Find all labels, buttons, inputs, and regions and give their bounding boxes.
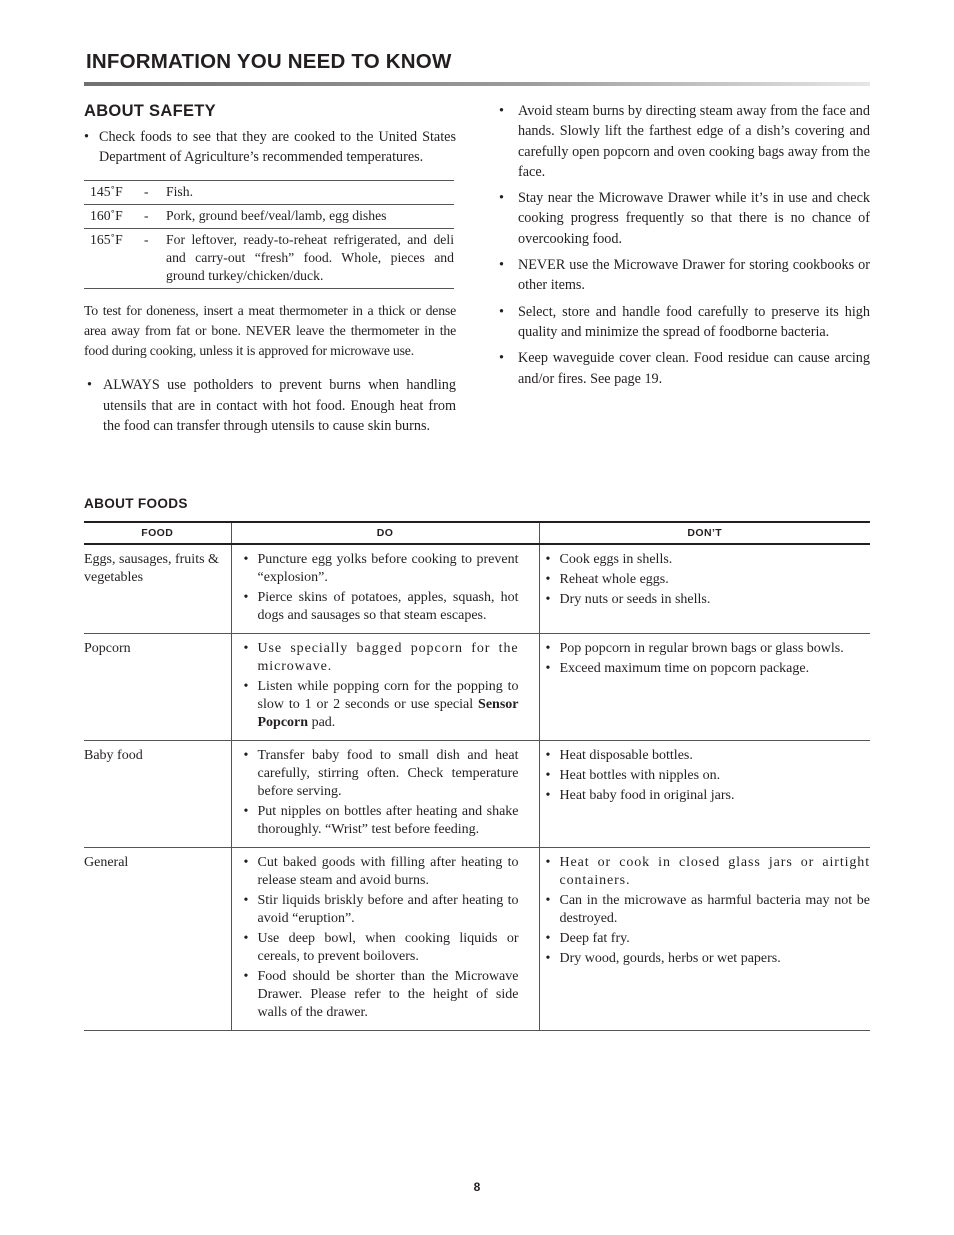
bullet-glyph: • [243,590,249,605]
do-item [244,930,519,966]
dont-item-text: Deep fat fry. [559,931,630,946]
table-row [84,544,870,634]
dont-item [546,767,871,785]
do-item-text: Cut baked goods with filling after heating to release steam and avoid burns. [257,855,519,888]
bullet-glyph: • [499,257,504,274]
dont-item-text: Can in the microwave as harmful bacteria may not be destroyed. [559,893,870,926]
do-item [244,589,519,625]
bullet-glyph: • [545,661,551,676]
bullet-glyph: • [243,804,249,819]
food-cell: Eggs, sausages, fruits & vegetables [84,544,231,634]
do-item [244,640,519,676]
bullet-glyph: • [243,931,249,946]
safety-right-bullet-text: Stay near the Microwave Drawer while it’s in use and check cooking progress frequently so that there is no chance of overcooking food. [518,190,870,247]
do-cell [231,544,539,634]
bullet-glyph: • [243,969,249,984]
bullet-glyph: • [243,552,249,567]
bullet-glyph: • [87,377,92,394]
safety-heading: ABOUT SAFETY [84,102,216,120]
foods-heading: ABOUT FOODS [84,496,188,511]
do-item-text: Puncture egg yolks before cooking to prevent “explosion”. [257,552,519,585]
safety-right-bullet [496,101,870,182]
do-cell [231,848,539,1031]
do-item [244,892,519,928]
bullet-glyph: • [545,951,551,966]
temperature-value: 160˚F [90,207,123,223]
bullet-glyph: • [243,679,249,694]
column-header-dont: DON’T [539,522,870,544]
temperature-dash: - [144,231,149,247]
temperature-description: Fish. [166,183,194,199]
safety-left-column [84,102,456,436]
table-row [84,741,870,848]
bullet-glyph: • [84,129,89,145]
bullet-glyph: • [545,572,551,587]
do-item [244,854,519,890]
title-rule [84,82,870,86]
dont-item [546,660,871,678]
dont-item [546,854,871,890]
safety-intro-bullet [84,127,456,168]
dont-item-text: Exceed maximum time on popcorn package. [559,661,810,676]
foods-header-row [84,522,870,544]
dont-item-text: Cook eggs in shells. [559,552,673,567]
temperature-description: For leftover, ready-to-reheat refrigerated, and deli and carry-out “fresh” food. Whole, pieces and ground turkey/chicken/duck. [166,231,454,283]
safety-right-column [496,101,870,389]
bullet-glyph: • [545,768,551,783]
foods-table [84,521,870,1031]
safety-right-bullet [496,302,870,343]
food-cell: Popcorn [84,634,231,741]
safety-right-bullet-text: Avoid steam burns by directing steam away from the face and hands. Slowly lift the farthest edge of a dish’s covering and carefully open popcorn and oven cooking bags away from the face. [518,103,870,180]
bullet-glyph: • [545,855,552,870]
bullet-glyph: • [243,855,249,870]
safety-right-bullet [496,348,870,389]
column-header-do: DO [231,522,539,544]
dont-item [546,551,871,569]
dont-cell [539,741,870,848]
dont-item [546,591,871,609]
do-cell [231,741,539,848]
safety-right-bullet-text: Keep waveguide cover clean. Food residue can cause arcing and/or fires. See page 19. [518,350,870,387]
temperature-value: 145˚F [90,183,123,199]
dont-item-text: Heat bottles with nipples on. [559,768,721,783]
temperature-row [84,228,454,288]
dont-item [546,640,871,658]
bullet-glyph: • [545,592,551,607]
page-number: 8 [473,1180,481,1194]
dont-item-text: Reheat whole eggs. [559,572,669,587]
dont-cell [539,848,870,1031]
safety-right-bullet-text: NEVER use the Microwave Drawer for storing cookbooks or other items. [518,257,870,294]
safety-left-bullet [84,375,456,436]
temperature-dash: - [144,183,149,199]
bullet-glyph: • [545,893,551,908]
do-item-text: Listen while popping corn for the popping to slow to 1 or 2 seconds or use special [257,679,519,712]
food-cell: General [84,848,231,1031]
do-item-text: Use deep bowl, when cooking liquids or cereals, to prevent boilovers. [257,931,519,964]
safety-left-bullet-text: ALWAYS use potholders to prevent burns when handling utensils that are in contact with hot food. Enough heat from the food can transfer through utensils to cause skin burns. [103,377,456,435]
do-item-text: Food should be shorter than the Microwave Drawer. Please refer to the height of side walls of the drawer. [257,969,519,1020]
sensor-popcorn-label: Sensor Popcorn [257,697,519,730]
temperature-description: Pork, ground beef/veal/lamb, egg dishes [166,207,387,223]
bullet-glyph: • [243,893,249,908]
temperature-table [84,180,454,289]
table-row [84,634,870,741]
dont-cell [539,544,870,634]
dont-item-text: Dry wood, gourds, herbs or wet papers. [559,951,781,966]
bullet-glyph: • [499,190,504,207]
do-item [244,747,519,801]
dont-item-text: Dry nuts or seeds in shells. [559,592,711,607]
dont-item [546,571,871,589]
safety-right-bullet [496,255,870,296]
dont-item [546,892,871,928]
dont-cell [539,634,870,741]
do-item-text: Transfer baby food to small dish and heat carefully, stirring often. Check temperature before serving. [257,748,519,799]
dont-item [546,787,871,805]
dont-item [546,950,871,968]
food-cell: Baby food [84,741,231,848]
dont-item [546,930,871,948]
bullet-glyph: • [545,788,551,803]
bullet-glyph: • [243,641,250,656]
temperature-dash: - [144,207,149,223]
bullet-glyph: • [545,641,551,656]
bullet-glyph: • [499,350,504,367]
bullet-glyph: • [499,303,504,320]
do-item [244,803,519,839]
safety-intro-text: Check foods to see that they are cooked to the United States Department of Agriculture’s recommended temperatures. [99,129,456,166]
dont-item-text: Heat baby food in original jars. [559,788,735,803]
safety-right-bullet-text: Select, store and handle food carefully to preserve its high quality and minimize the spread of foodborne bacteria. [518,303,870,340]
bullet-glyph: • [545,552,551,567]
do-cell [231,634,539,741]
bullet-glyph: • [545,931,551,946]
doneness-paragraph: To test for doneness, insert a meat thermometer in a thick or dense area away from fat or bone. NEVER leave the thermometer in the food during cooking, unless it is approved for microwave use. [84,302,456,359]
table-row [84,848,870,1031]
do-item [244,551,519,587]
do-item-text: Put nipples on bottles after heating and shake thoroughly. “Wrist” test before feeding. [257,804,519,837]
temperature-value: 165˚F [90,231,123,247]
dont-item-text: Pop popcorn in regular brown bags or glass bowls. [559,641,844,656]
dont-item [546,747,871,765]
do-item-text: Pierce skins of potatoes, apples, squash, hot dogs and sausages so that steam escapes. [257,590,519,623]
bullet-glyph: • [499,103,504,119]
do-item-text: Stir liquids briskly before and after heating to avoid “eruption”. [257,893,519,926]
do-item-text-after: pad. [308,715,336,730]
page-title: INFORMATION YOU NEED TO KNOW [86,50,452,73]
temperature-row [84,204,454,228]
bullet-glyph: • [243,748,249,763]
temperature-row [84,180,454,204]
do-item [244,968,519,1022]
do-item-text: Use specially bagged popcorn for the microwave. [257,641,519,674]
do-item [244,678,519,732]
dont-item-text: Heat or cook in closed glass jars or airtight containers. [559,855,870,888]
safety-right-bullet [496,188,870,249]
dont-item-text: Heat disposable bottles. [559,748,693,763]
bullet-glyph: • [545,748,551,763]
column-header-food: FOOD [84,522,231,544]
